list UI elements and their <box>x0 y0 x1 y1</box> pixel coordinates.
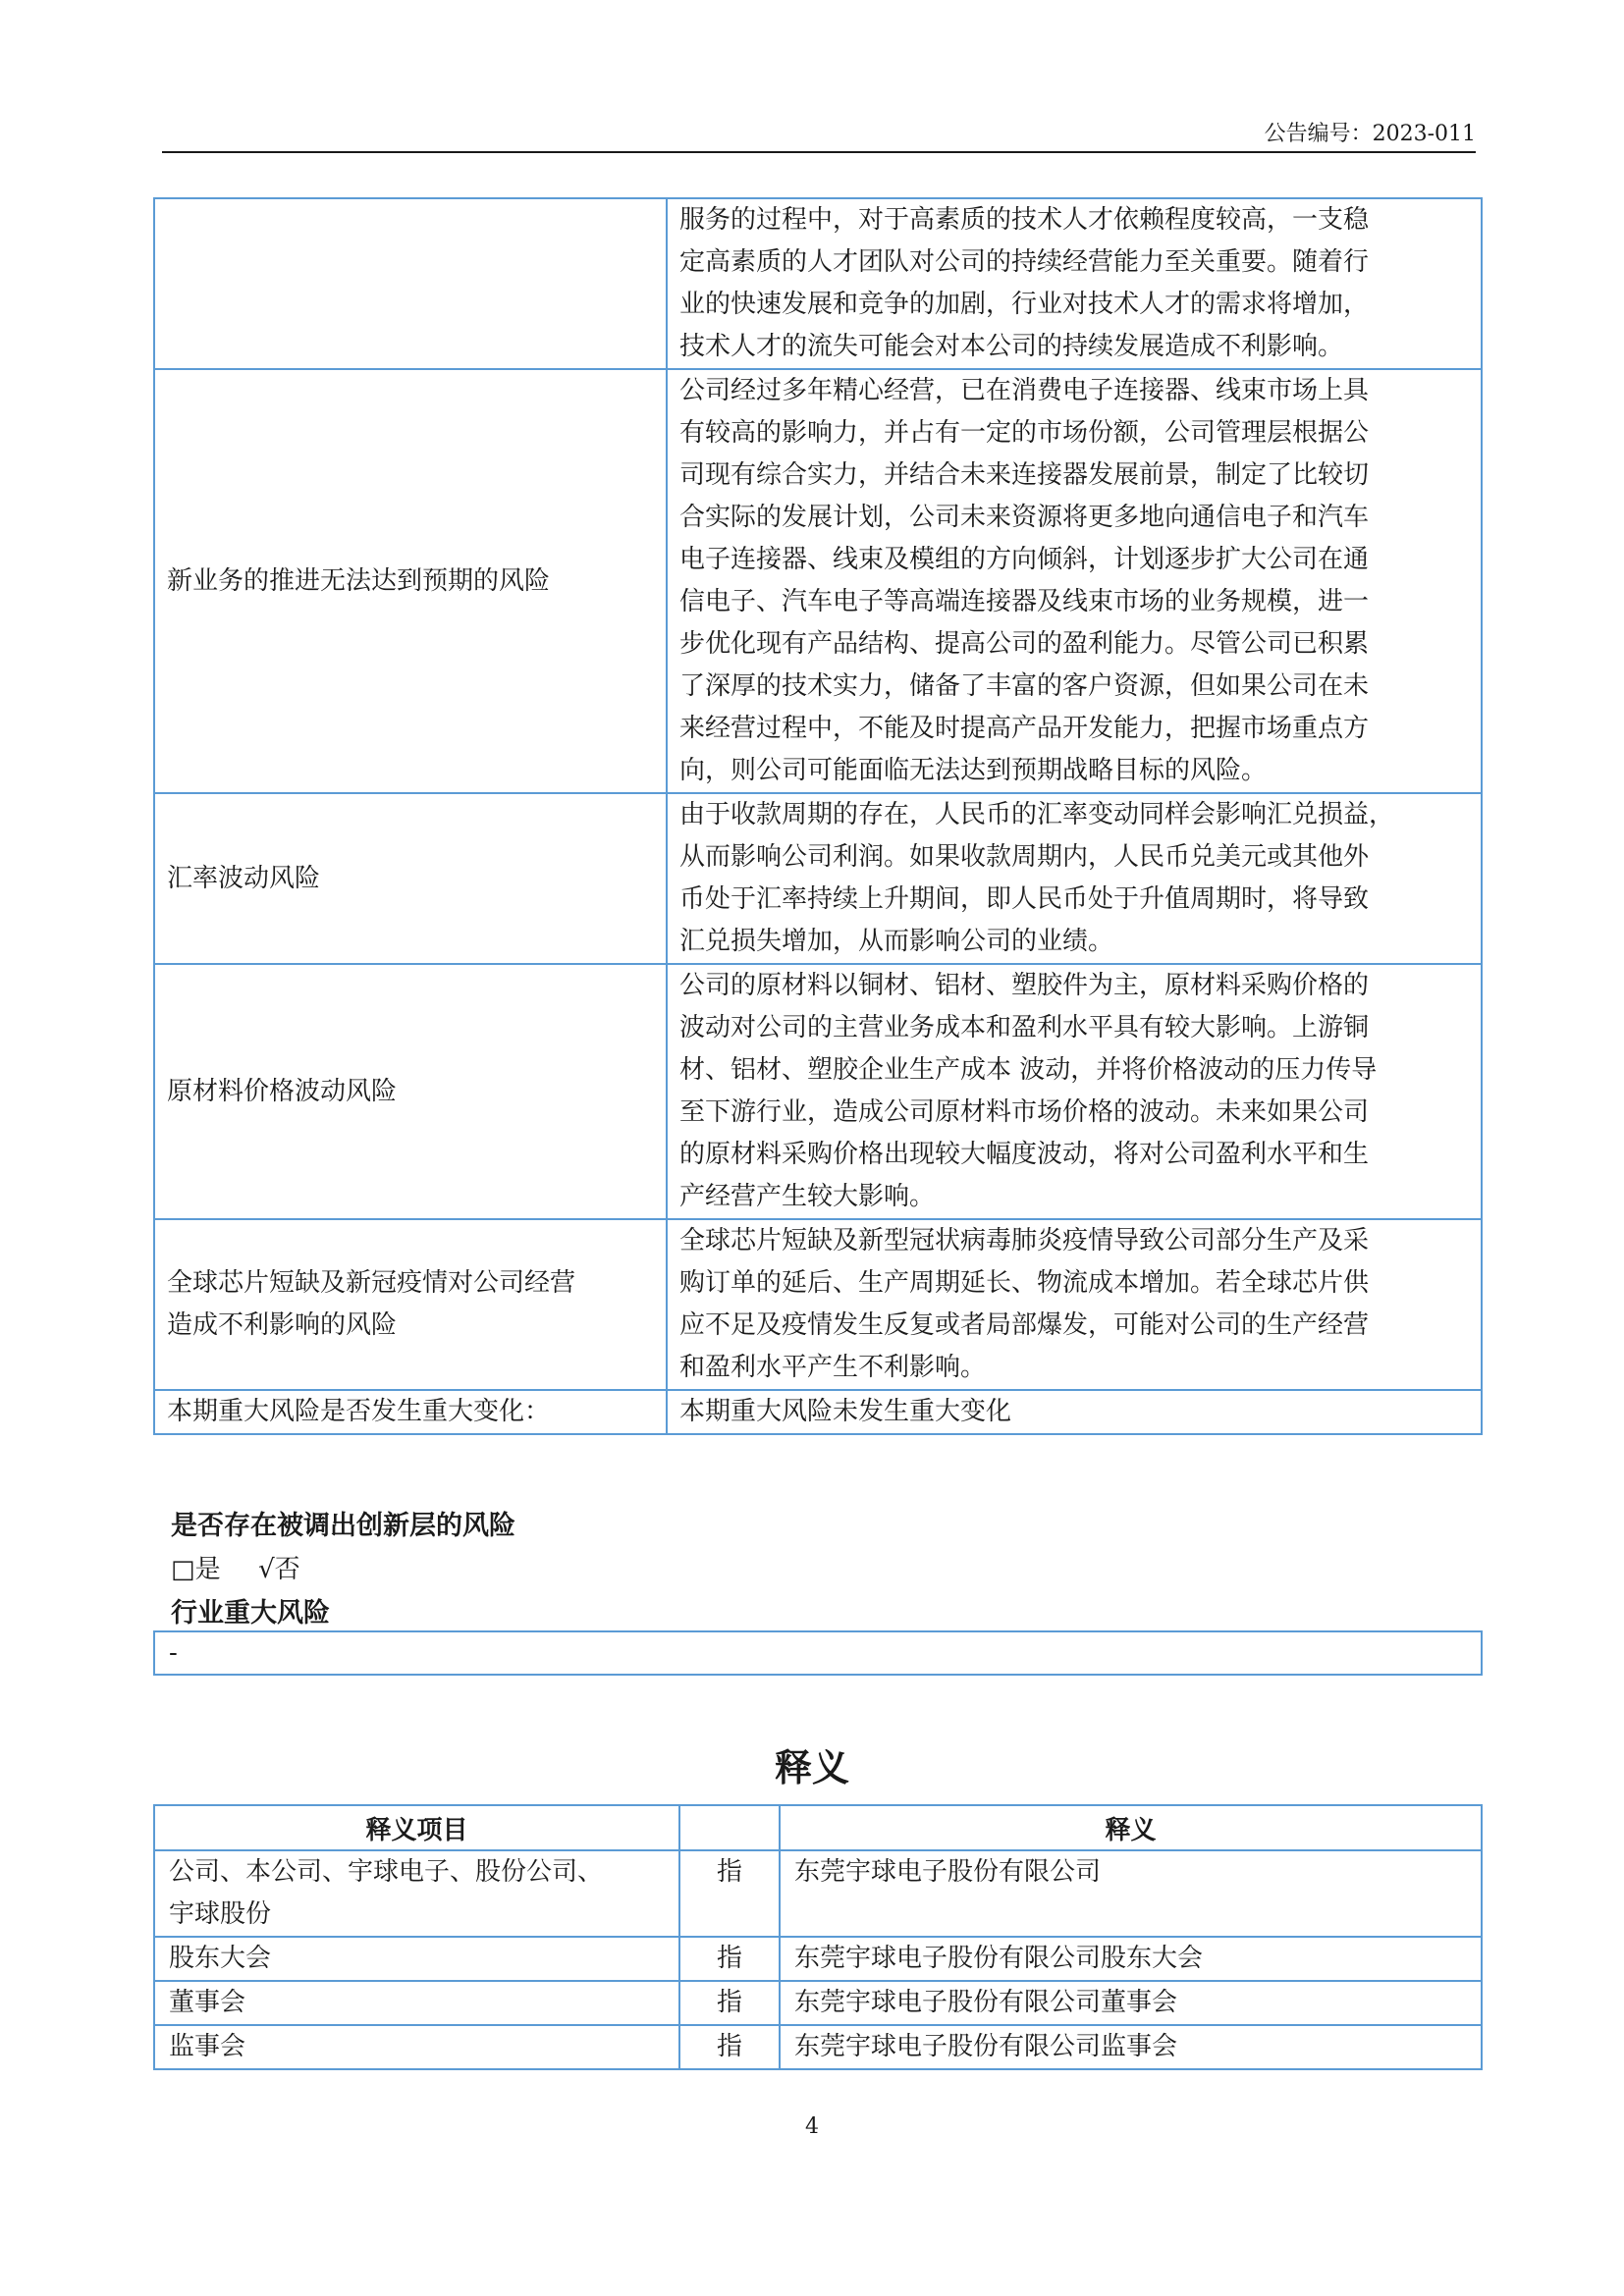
description-line: 由于收款周期的存在，人民币的汇率变动同样会影响汇兑损益， <box>679 800 1395 829</box>
risk-description-cell <box>667 1390 1482 1434</box>
option-yes: □是 <box>171 1555 221 1584</box>
term-cell: 股东大会 <box>154 1937 679 1981</box>
term-cell: 董事会 <box>154 1981 679 2025</box>
description-line: 电子连接器、线束及模组的方向倾斜，计划逐步扩大公司在通 <box>679 545 1370 574</box>
description-line: 定高素质的人才团队对公司的持续经营能力至关重要。随着行 <box>679 247 1370 277</box>
page-header <box>162 116 1476 153</box>
indicator-cell: 指 <box>679 2025 780 2069</box>
description-line: 服务的过程中，对于高素质的技术人才依赖程度较高，一支稳 <box>679 205 1370 235</box>
innovation-risk-options <box>171 1549 300 1585</box>
description-line: 公司经过多年精心经营，已在消费电子连接器、线束市场上具 <box>679 376 1370 405</box>
table-row <box>154 1631 1482 1675</box>
industry-risk-title: 行业重大风险 <box>171 1598 330 1629</box>
risk-description-cell <box>667 369 1482 793</box>
description-line: 汇兑损失增加，从而影响公司的业绩。 <box>679 927 1114 956</box>
description-line: 业的快速发展和竞争的加剧，行业对技术人才的需求将增加， <box>679 290 1370 319</box>
table-row <box>154 1850 1482 1937</box>
innovation-risk-title: 是否存在被调出创新层的风险 <box>171 1511 515 1541</box>
risk-description-cell <box>667 1219 1482 1390</box>
glossary-title: 释义 <box>774 1745 849 1789</box>
description-line: 的原材料采购价格出现较大幅度波动，将对公司盈利水平和生 <box>679 1140 1370 1169</box>
term-cell <box>154 1850 679 1937</box>
table-row <box>154 1390 1482 1434</box>
risk-name-cell <box>154 1219 667 1390</box>
risk-description-cell <box>667 793 1482 964</box>
column-header: 释义 <box>780 1805 1482 1850</box>
description-line: 本期重大风险未发生重大变化 <box>679 1397 1012 1426</box>
definition-cell: 东莞宇球电子股份有限公司董事会 <box>780 1981 1482 2025</box>
description-line: 波动对公司的主营业务成本和盈利水平具有较大影响。上游铜 <box>679 1013 1370 1042</box>
description-line: 和盈利水平产生不利影响。 <box>679 1353 987 1382</box>
description-line: 技术人才的流失可能会对本公司的持续发展造成不利影响。 <box>679 332 1344 361</box>
description-line: 从而影响公司利润。如果收款周期内，人民币兑美元或其他外 <box>679 842 1370 872</box>
indicator-cell: 指 <box>679 1937 780 1981</box>
table-row <box>154 369 1482 793</box>
description-line: 信电子、汽车电子等高端连接器及线束市场的业务规模，进一 <box>679 587 1370 616</box>
description-line: 至下游行业，造成公司原材料市场价格的波动。未来如果公司 <box>679 1097 1370 1127</box>
description-line: 步优化现有产品结构、提高公司的盈利能力。尽管公司已积累 <box>679 629 1370 659</box>
table-row <box>154 1981 1482 2025</box>
announcement-number: 公告编号：2023-011 <box>1264 122 1476 146</box>
description-line: 了深厚的技术实力，储备了丰富的客户资源，但如果公司在未 <box>679 671 1370 701</box>
table-row <box>154 198 1482 369</box>
description-line: 向，则公司可能面临无法达到预期战略目标的风险。 <box>679 756 1268 785</box>
column-header <box>679 1805 780 1850</box>
definition-cell: 东莞宇球电子股份有限公司 <box>780 1850 1482 1937</box>
indicator-cell: 指 <box>679 1850 780 1937</box>
term-line: 宇球股份 <box>169 1899 272 1929</box>
industry-risk-content: - <box>154 1631 1482 1675</box>
risk-table <box>153 197 1483 1435</box>
indicator-cell: 指 <box>679 1981 780 2025</box>
risk-name-line: 全球芯片短缺及新冠疫情对公司经营 <box>167 1268 576 1298</box>
risk-name-cell: 新业务的推进无法达到预期的风险 <box>154 369 667 793</box>
description-line: 来经营过程中，不能及时提高产品开发能力，把握市场重点方 <box>679 714 1370 743</box>
column-header: 释义项目 <box>154 1805 679 1850</box>
risk-name-cell: 汇率波动风险 <box>154 793 667 964</box>
term-line: 公司、本公司、宇球电子、股份公司、 <box>169 1857 604 1887</box>
description-line: 司现有综合实力，并结合未来连接器发展前景，制定了比较切 <box>679 460 1370 490</box>
industry-risk-box <box>153 1630 1483 1676</box>
table-row <box>154 1937 1482 1981</box>
risk-name-cell <box>154 198 667 369</box>
table-row <box>154 1219 1482 1390</box>
risk-name-cell: 原材料价格波动风险 <box>154 964 667 1219</box>
description-line: 购订单的延后、生产周期延长、物流成本增加。若全球芯片供 <box>679 1268 1370 1298</box>
description-line: 材、铝材、塑胶企业生产成本 波动，并将价格波动的压力传导 <box>679 1055 1378 1085</box>
risk-name-cell: 本期重大风险是否发生重大变化： <box>154 1390 667 1434</box>
risk-description-cell <box>667 198 1482 369</box>
page-number: 4 <box>805 2114 819 2139</box>
risk-name-line: 造成不利影响的风险 <box>167 1310 398 1340</box>
description-line: 应不足及疫情发生反复或者局部爆发，可能对公司的生产经营 <box>679 1310 1370 1340</box>
description-line: 有较高的影响力，并占有一定的市场份额，公司管理层根据公 <box>679 418 1370 448</box>
table-header-row <box>154 1805 1482 1850</box>
term-cell: 监事会 <box>154 2025 679 2069</box>
description-line: 全球芯片短缺及新型冠状病毒肺炎疫情导致公司部分生产及采 <box>679 1226 1370 1255</box>
definition-cell: 东莞宇球电子股份有限公司监事会 <box>780 2025 1482 2069</box>
table-row <box>154 793 1482 964</box>
table-row <box>154 2025 1482 2069</box>
table-row <box>154 964 1482 1219</box>
description-line: 产经营产生较大影响。 <box>679 1182 936 1211</box>
definition-cell: 东莞宇球电子股份有限公司股东大会 <box>780 1937 1482 1981</box>
description-line: 币处于汇率持续上升期间，即人民币处于升值周期时，将导致 <box>679 884 1370 914</box>
description-line: 合实际的发展计划，公司未来资源将更多地向通信电子和汽车 <box>679 503 1370 532</box>
risk-description-cell <box>667 964 1482 1219</box>
description-line: 公司的原材料以铜材、铝材、塑胶件为主，原材料采购价格的 <box>679 971 1370 1000</box>
glossary-table <box>153 1804 1483 2070</box>
option-no: √否 <box>258 1555 300 1584</box>
